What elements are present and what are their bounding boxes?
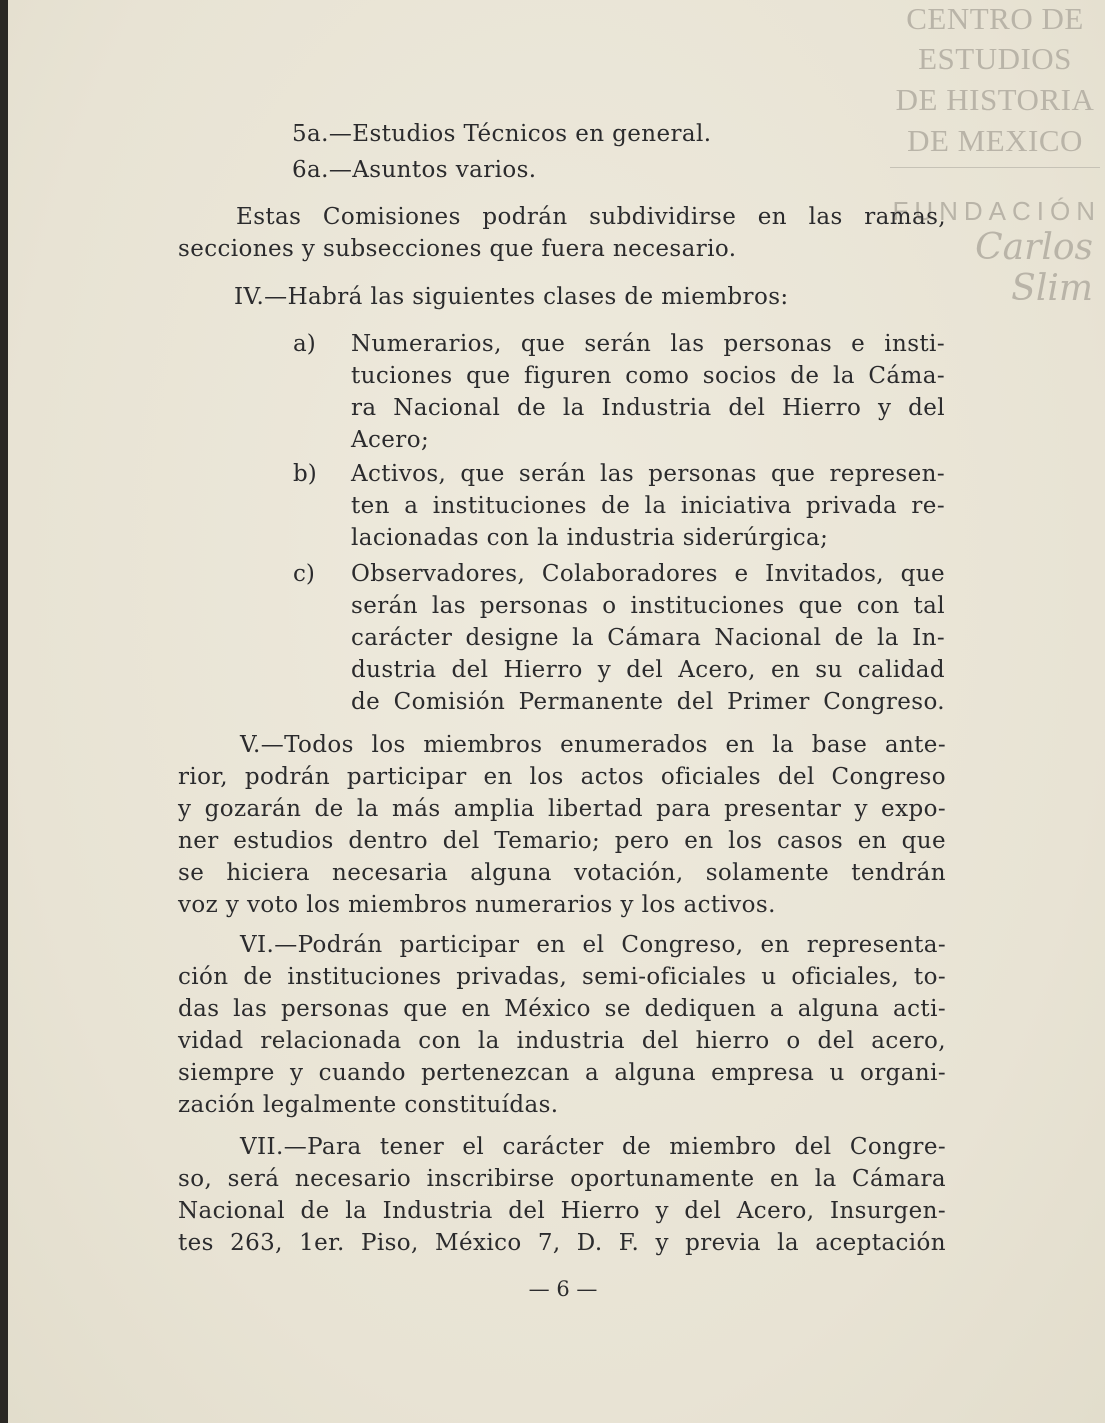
page-number: — 6 — — [528, 1277, 598, 1301]
paragraph-line: tuciones que figuren como socios de la Cáma- — [351, 363, 945, 389]
watermark-divider — [890, 167, 1100, 168]
paragraph-line: de Comisión Permanente del Primer Congreso. — [351, 689, 945, 715]
paragraph-line: rior, podrán participar en los actos oficiales del Congreso — [178, 764, 946, 790]
committee-list — [292, 118, 711, 186]
paragraph-line: siempre y cuando pertenezcan a alguna empresa u organi- — [178, 1060, 946, 1086]
watermark-line: DE MEXICO — [907, 123, 1083, 158]
paragraph-line: ción de instituciones privadas, semi-oficiales u oficiales, to- — [178, 964, 946, 990]
watermark-line: DE HISTORIA — [895, 82, 1095, 117]
paragraph-line: Estas Comisiones podrán subdividirse en las ramas, — [236, 204, 946, 230]
member-type-observadores — [351, 558, 945, 718]
paragraph-line: zación legalmente constituídas. — [178, 1092, 559, 1118]
paragraph-line: ten a instituciones de la iniciativa privada re- — [351, 493, 945, 519]
watermark-foundation: FUNDACIÓN — [892, 196, 1101, 226]
paragraph-line: serán las personas o instituciones que con tal — [351, 593, 945, 619]
section-vi — [178, 929, 946, 1121]
paragraph-line: secciones y subsecciones que fuera necesario. — [178, 236, 737, 262]
paragraph-line: Acero; — [351, 427, 430, 453]
paragraph-line: so, será necesario inscribirse oportunamente en la Cámara — [178, 1166, 946, 1192]
item-letter-a: a) — [293, 331, 316, 357]
paragraph-line: carácter designe la Cámara Nacional de la In- — [351, 625, 945, 651]
member-type-numerarios — [351, 328, 945, 456]
paragraph-line: vidad relacionada con la industria del hierro o del acero, — [178, 1028, 946, 1054]
subdivision-paragraph — [178, 201, 946, 265]
section-vii — [178, 1131, 946, 1259]
paragraph-line: y gozarán de la más amplia libertad para presentar y expo- — [178, 796, 946, 822]
section-heading: IV.—Habrá las siguientes clases de miembros: — [234, 284, 789, 310]
paragraph-line: das las personas que en México se dediquen a alguna acti- — [178, 996, 946, 1022]
paragraph-line: Nacional de la Industria del Hierro y del Acero, Insurgen- — [178, 1198, 946, 1224]
paragraph-line: Activos, que serán las personas que represen- — [351, 461, 945, 487]
paragraph-line: Numerarios, que serán las personas e insti- — [351, 331, 945, 357]
section-v — [178, 729, 946, 921]
paragraph-line: VII.—Para tener el carácter de miembro del Congre- — [240, 1134, 946, 1160]
paragraph-line: tes 263, 1er. Piso, México 7, D. F. y previa la aceptación — [178, 1230, 946, 1256]
watermark-line: CENTRO DE — [906, 1, 1084, 36]
paragraph-line: voz y voto los miembros numerarios y los activos. — [178, 892, 776, 918]
member-type-activos — [351, 458, 945, 554]
committee-item: 6a.—Asuntos varios. — [292, 157, 537, 183]
item-letter-b: b) — [293, 461, 317, 487]
section-iv-heading — [234, 281, 789, 313]
paragraph-line: ra Nacional de la Industria del Hierro y del — [351, 395, 945, 421]
paragraph-line: Observadores, Colaboradores e Invitados, que — [351, 561, 945, 587]
paragraph-line: VI.—Podrán participar en el Congreso, en representa- — [240, 932, 946, 958]
watermark-signature: Carlos Slim — [975, 227, 1093, 309]
item-letter-c: c) — [293, 561, 315, 587]
paragraph-line: ner estudios dentro del Temario; pero en los casos en que — [178, 828, 946, 854]
paragraph-line: se hiciera necesaria alguna votación, solamente tendrán — [178, 860, 946, 886]
watermark-line: ESTUDIOS — [918, 41, 1072, 76]
paragraph-line: dustria del Hierro y del Acero, en su calidad — [351, 657, 945, 683]
paragraph-line: V.—Todos los miembros enumerados en la base ante- — [240, 732, 946, 758]
document-page — [8, 0, 1105, 1423]
paragraph-line: lacionadas con la industria siderúrgica; — [351, 525, 829, 551]
committee-item: 5a.—Estudios Técnicos en general. — [292, 121, 712, 147]
